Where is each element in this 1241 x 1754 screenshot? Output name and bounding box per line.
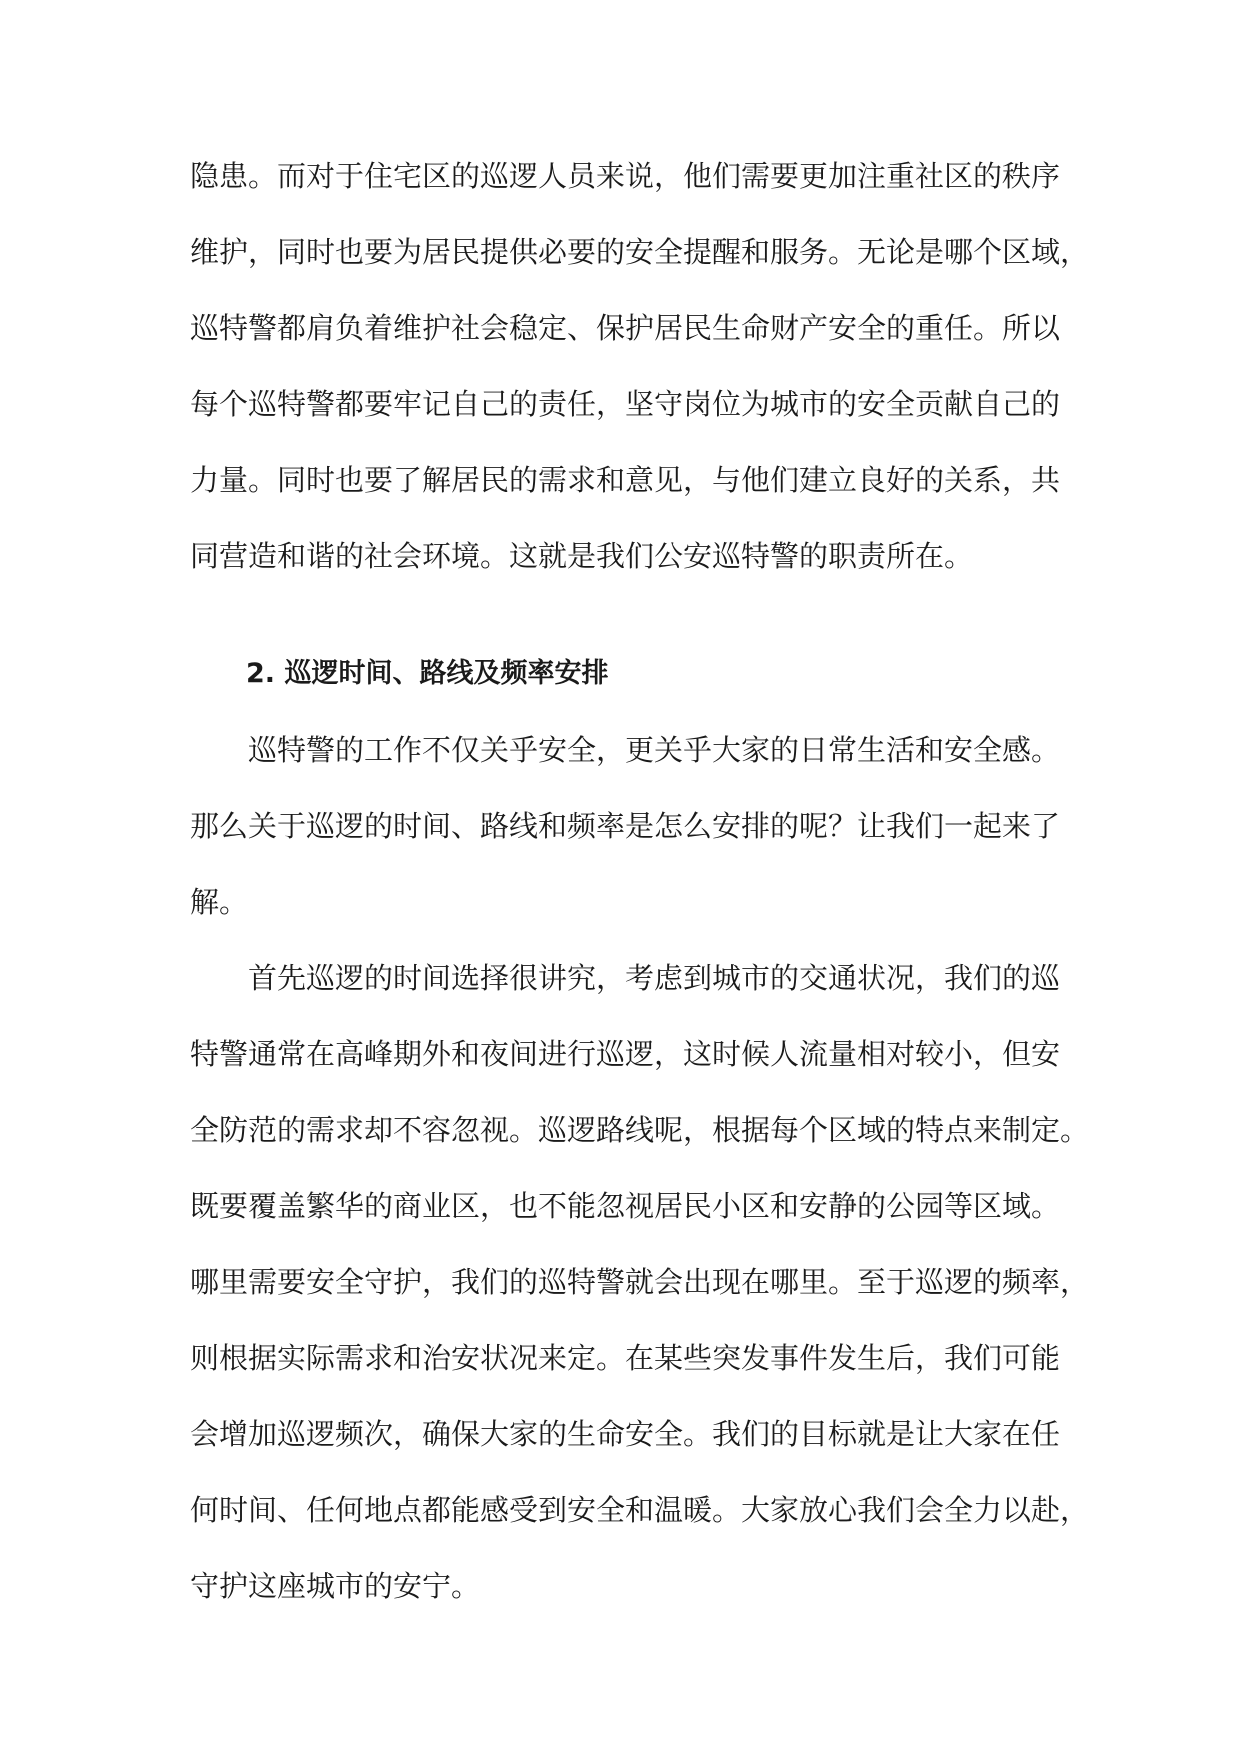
paragraph-line: 何时间、任何地点都能感受到安全和温暖。大家放心我们会全力以赴，	[190, 1493, 1090, 1527]
paragraph-line: 特警通常在高峰期外和夜间进行巡逻，这时候人流量相对较小，但安	[190, 1037, 1061, 1071]
paragraph-line: 隐患。而对于住宅区的巡逻人员来说，他们需要更加注重社区的秩序	[190, 159, 1061, 193]
paragraph-line: 维护，同时也要为居民提供必要的安全提醒和服务。无论是哪个区域，	[190, 235, 1090, 269]
paragraph-line: 首先巡逻的时间选择很讲究，考虑到城市的交通状况，我们的巡	[248, 961, 1061, 995]
paragraph-line: 既要覆盖繁华的商业区，也不能忽视居民小区和安静的公园等区域。	[190, 1189, 1061, 1223]
paragraph-line: 则根据实际需求和治安状况来定。在某些突发事件发生后，我们可能	[190, 1341, 1061, 1375]
section-heading: 2. 巡逻时间、路线及频率安排	[246, 658, 609, 689]
paragraph-line: 力量。同时也要了解居民的需求和意见，与他们建立良好的关系，共	[190, 463, 1061, 497]
paragraph-line: 巡特警的工作不仅关乎安全，更关乎大家的日常生活和安全感。	[248, 733, 1061, 767]
paragraph-line: 全防范的需求却不容忽视。巡逻路线呢，根据每个区域的特点来制定。	[190, 1113, 1090, 1147]
paragraph-line: 守护这座城市的安宁。	[190, 1569, 481, 1603]
paragraph-line: 每个巡特警都要牢记自己的责任，坚守岗位为城市的安全贡献自己的	[190, 387, 1061, 421]
section-spacer	[190, 594, 1052, 636]
paragraph-line: 巡特警都肩负着维护社会稳定、保护居民生命财产安全的重任。所以	[190, 311, 1061, 345]
paragraph-line: 解。	[190, 885, 249, 919]
document-body	[190, 138, 1090, 1624]
paragraph-line: 同营造和谐的社会环境。这就是我们公安巡特警的职责所在。	[190, 539, 974, 573]
paragraph-line: 哪里需要安全守护，我们的巡特警就会出现在哪里。至于巡逻的频率，	[190, 1265, 1090, 1299]
paragraph-line: 会增加巡逻频次，确保大家的生命安全。我们的目标就是让大家在任	[190, 1417, 1061, 1451]
paragraph-line: 那么关于巡逻的时间、路线和频率是怎么安排的呢？让我们一起来了	[190, 809, 1061, 843]
